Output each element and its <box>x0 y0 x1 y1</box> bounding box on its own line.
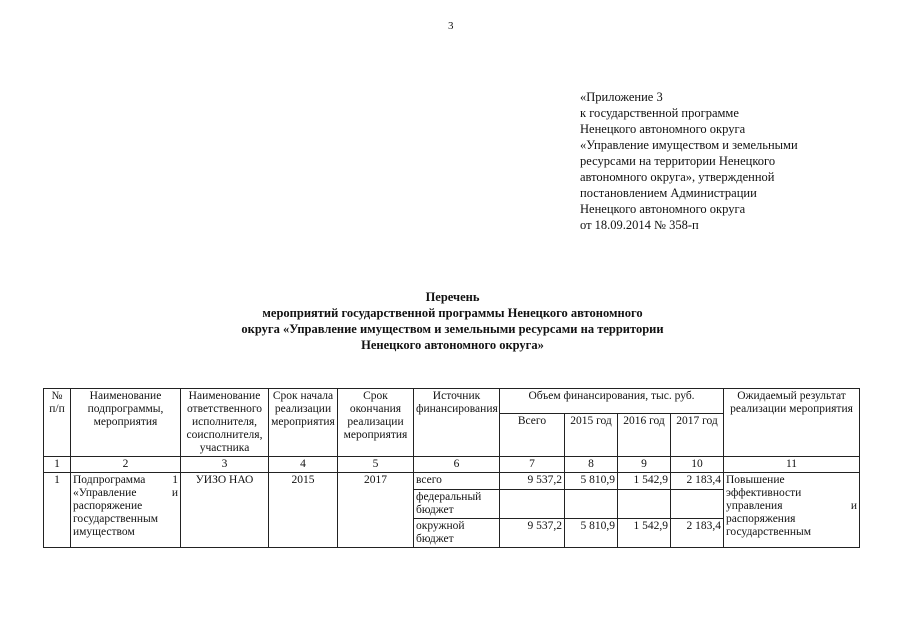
title-line: мероприятий государственной программы Ненецкого автономного <box>262 306 643 320</box>
source-2017: 2 183,4 <box>671 473 724 490</box>
column-number: 6 <box>414 457 500 473</box>
source-name: федеральный бюджет <box>414 490 500 519</box>
source-2016: 1 542,9 <box>618 519 671 548</box>
source-2017: 2 183,4 <box>671 519 724 548</box>
appendix-line: «Управление имуществом и земельными <box>580 138 798 152</box>
row-name: Подпрограмма 1 «Управление и распоряжение государственным имуществом <box>71 473 181 548</box>
measures-table <box>43 388 860 548</box>
column-number: 2 <box>71 457 181 473</box>
source-2015 <box>565 490 618 519</box>
page-number: 3 <box>448 20 454 32</box>
column-number: 1 <box>44 457 71 473</box>
column-number: 7 <box>500 457 565 473</box>
appendix-line: Ненецкого автономного округа <box>580 122 746 136</box>
row-result: Повышение эффективности управления и распоряжения государственным <box>724 473 860 548</box>
source-total: 9 537,2 <box>500 473 565 490</box>
appendix-line: ресурсами на территории Ненецкого <box>580 154 776 168</box>
header-funding: Объем финансирования, тыс. руб. <box>500 389 724 414</box>
appendix-note <box>580 89 820 233</box>
column-number: 10 <box>671 457 724 473</box>
appendix-line: Ненецкого автономного округа <box>580 202 746 216</box>
column-number: 8 <box>565 457 618 473</box>
column-number: 11 <box>724 457 860 473</box>
source-2015: 5 810,9 <box>565 473 618 490</box>
header-row <box>44 389 860 414</box>
row-start: 2015 <box>269 473 338 548</box>
source-total: 9 537,2 <box>500 519 565 548</box>
appendix-line: автономного округа», утвержденной <box>580 170 775 184</box>
document-title <box>0 289 905 353</box>
header-2017: 2017 год <box>671 414 724 457</box>
header-responsible: Наименование ответственного исполнителя, соисполнителя, участника <box>181 389 269 457</box>
header-name: Наименование подпрограммы, мероприятия <box>71 389 181 457</box>
header-total: Всего <box>500 414 565 457</box>
table-row <box>44 473 860 490</box>
column-number: 3 <box>181 457 269 473</box>
column-number-row <box>44 457 860 473</box>
appendix-line: от 18.09.2014 № 358-п <box>580 218 699 232</box>
header-num: № п/п <box>44 389 71 457</box>
appendix-line: постановлением Администрации <box>580 186 757 200</box>
column-number: 4 <box>269 457 338 473</box>
header-source: Источник финансирования <box>414 389 500 457</box>
source-name: всего <box>414 473 500 490</box>
appendix-line: «Приложение 3 <box>580 90 663 104</box>
column-number: 9 <box>618 457 671 473</box>
appendix-line: к государственной программе <box>580 106 739 120</box>
header-2016: 2016 год <box>618 414 671 457</box>
header-2015: 2015 год <box>565 414 618 457</box>
title-line: Ненецкого автономного округа» <box>361 338 544 352</box>
row-num: 1 <box>44 473 71 548</box>
source-2016: 1 542,9 <box>618 473 671 490</box>
column-number: 5 <box>338 457 414 473</box>
title-line: округа «Управление имуществом и земельными ресурсами на территории <box>241 322 664 336</box>
source-2015: 5 810,9 <box>565 519 618 548</box>
title-line: Перечень <box>425 290 480 304</box>
header-end: Срок окончания реализации мероприятия <box>338 389 414 457</box>
source-total <box>500 490 565 519</box>
row-responsible: УИЗО НАО <box>181 473 269 548</box>
header-start: Срок начала реализации мероприятия <box>269 389 338 457</box>
header-result: Ожидаемый результат реализации мероприятия <box>724 389 860 457</box>
source-name: окружной бюджет <box>414 519 500 548</box>
source-2017 <box>671 490 724 519</box>
row-end: 2017 <box>338 473 414 548</box>
source-2016 <box>618 490 671 519</box>
